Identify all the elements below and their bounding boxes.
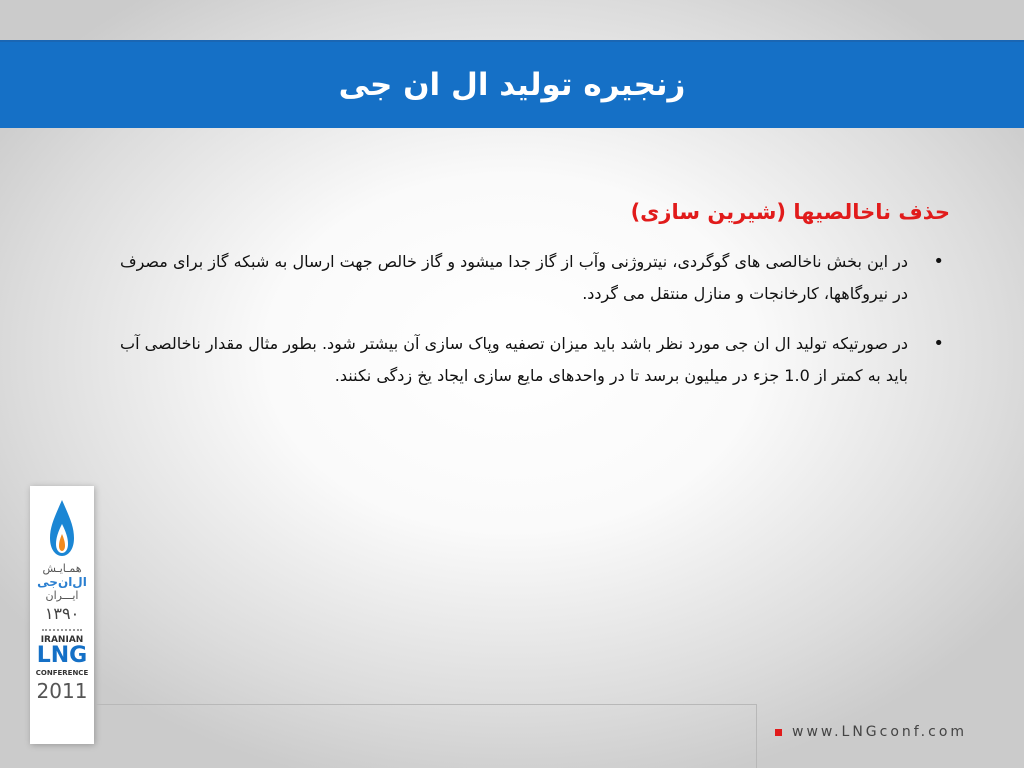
logo-text-line4: ۱۳۹۰ — [44, 604, 80, 623]
logo-text-line3: ایـــران — [45, 589, 79, 602]
logo-divider — [42, 629, 82, 631]
title-bar — [0, 40, 1024, 128]
bullet-icon: • — [933, 333, 944, 354]
bullet-text: در این بخش ناخالصی های گوگردی، نیتروژنی وآب از گاز جدا میشود و گاز خالص جهت ارسال به شبکه گاز برای مصرف در نیروگاهها، کارخانجات و منازل منتقل می گردد. — [120, 252, 908, 303]
logo-text-line2: ال‌ان‌جی — [37, 575, 87, 589]
bullet-text: در صورتیکه تولید ال ان جی مورد نظر باشد باید میزان تصفیه وپاک سازی آن بیشتر شود. بطور مثال مقدار ناخالصی آب باید به کمتر از 1.0 جزء در میلیون برسد تا در واحدهای مایع سازی ایجاد یخ زدگی نکنند. — [120, 334, 908, 385]
flame-icon — [49, 498, 75, 558]
bullet-icon: • — [933, 251, 944, 272]
footer-url-text: www.LNGconf.com — [792, 724, 968, 740]
footer-divider — [96, 704, 756, 705]
bullet-list — [120, 246, 950, 392]
logo-text-year: 2011 — [36, 679, 88, 703]
list-item — [120, 246, 950, 310]
logo-text-line1: همـایـش — [42, 562, 82, 575]
logo-text-lng: LNG — [36, 643, 88, 668]
list-item — [120, 328, 950, 392]
subheading: حذف ناخالصیها (شیرین سازی) — [630, 200, 950, 224]
logo-text-conference: CONFERENCE — [35, 669, 89, 677]
logo-text-iranian: IRANIAN — [40, 635, 84, 645]
slide-content — [120, 200, 950, 410]
footer-url — [775, 724, 967, 740]
conference-logo — [30, 486, 94, 744]
footer-vertical-divider — [756, 704, 757, 768]
slide-title: زنجیره تولید ال ان جی — [338, 67, 686, 103]
red-square-icon — [775, 729, 782, 736]
